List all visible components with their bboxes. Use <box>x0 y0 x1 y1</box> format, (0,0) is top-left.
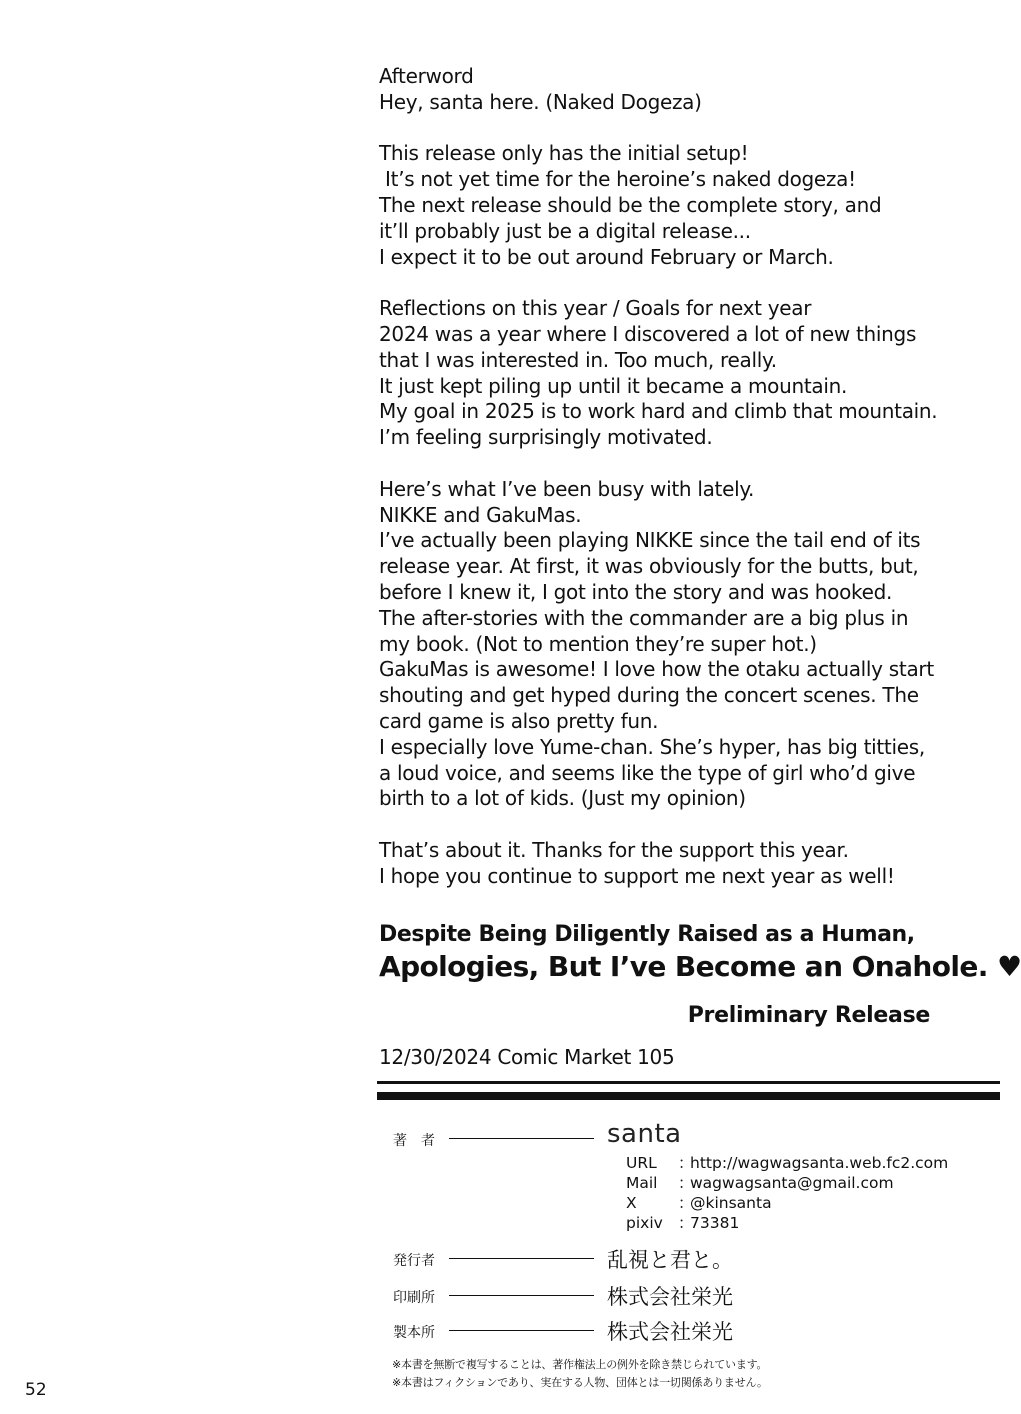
leader-line <box>449 1295 594 1296</box>
divider-thin <box>377 1081 1000 1084</box>
afterword-line: Reflections on this year / Goals for next year <box>379 296 812 321</box>
contact-key: URL <box>626 1154 657 1172</box>
afterword-line: card game is also pretty fun. <box>379 708 659 733</box>
afterword-line: I’m feeling surprisingly motivated. <box>379 425 713 450</box>
afterword-line: Afterword <box>379 64 474 88</box>
afterword-line: NIKKE and GakuMas. <box>379 502 582 527</box>
contact-row <box>626 1213 948 1233</box>
contact-row <box>626 1193 948 1213</box>
binder-label: 製本所 <box>393 1325 435 1341</box>
afterword-line: I hope you continue to support me next year as well! <box>379 863 895 888</box>
contact-key: pixiv <box>626 1214 663 1232</box>
copyright-notice: ※本書を無断で複写することは、著作権法上の例外を除き禁じられています。 <box>392 1358 768 1371</box>
blank-line <box>379 812 979 838</box>
blank-line <box>379 270 979 296</box>
publisher-name: 乱視と君と。 <box>607 1248 733 1272</box>
event-line: 12/30/2024 Comic Market 105 <box>379 1045 675 1069</box>
contact-value: http://wagwagsanta.web.fc2.com <box>690 1154 949 1172</box>
author-label: 著 者 <box>393 1133 435 1149</box>
afterword-text <box>379 64 979 890</box>
blank-line <box>379 116 979 142</box>
book-title-text: Apologies, But I’ve Become an Onahole. <box>379 950 988 983</box>
afterword-line: The after-stories with the commander are a big plus in <box>379 605 909 630</box>
afterword-line: birth to a lot of kids. (Just my opinion) <box>379 786 746 811</box>
contact-separator: ： <box>678 1174 694 1192</box>
contact-value: wagwagsanta@gmail.com <box>690 1174 894 1192</box>
afterword-line: GakuMas is awesome! I love how the otaku actually start <box>379 657 934 682</box>
publisher-label: 発行者 <box>393 1253 435 1269</box>
afterword-line: 2024 was a year where I discovered a lot of new things <box>379 321 917 346</box>
contact-value: @kinsanta <box>690 1194 772 1212</box>
afterword-line: Hey, santa here. (Naked Dogeza) <box>379 89 702 114</box>
afterword-line: that I was interested in. Too much, really. <box>379 347 777 372</box>
page-number: 52 <box>25 1380 47 1400</box>
afterword-line: I’ve actually been playing NIKKE since the tail end of its <box>379 528 921 553</box>
afterword-line: I expect it to be out around February or March. <box>379 244 834 269</box>
contact-row <box>626 1173 948 1193</box>
leader-line <box>449 1258 594 1259</box>
contact-separator: ： <box>678 1214 694 1232</box>
afterword-line: shouting and get hyped during the concert scenes. The <box>379 683 919 708</box>
leader-line <box>449 1330 594 1331</box>
book-title-line2 <box>379 950 1021 983</box>
divider-thick <box>377 1092 1000 1100</box>
contact-value: 73381 <box>690 1214 740 1232</box>
book-subtitle: Preliminary Release <box>687 1003 930 1028</box>
afterword-line: The next release should be the complete story, and <box>379 192 882 217</box>
afterword-line: my book. (Not to mention they’re super hot.) <box>379 631 817 656</box>
afterword-line: I especially love Yume-chan. She’s hyper, has big titties, <box>379 734 925 759</box>
fiction-notice: ※本書はフィクションであり、実在する人物、団体とは一切関係ありません。 <box>392 1376 768 1389</box>
afterword-line: My goal in 2025 is to work hard and climb that mountain. <box>379 399 938 424</box>
contact-key: X <box>626 1194 637 1212</box>
contact-separator: ： <box>678 1154 694 1172</box>
contact-key: Mail <box>626 1174 658 1192</box>
afterword-line: Here’s what I’ve been busy with lately. <box>379 476 755 501</box>
afterword-line: That’s about it. Thanks for the support this year. <box>379 837 849 862</box>
binder-name: 株式会社栄光 <box>607 1320 733 1344</box>
blank-line <box>379 451 979 477</box>
printer-label: 印刷所 <box>393 1290 435 1306</box>
afterword-line: It just kept piling up until it became a mountain. <box>379 373 848 398</box>
contact-row <box>626 1153 948 1173</box>
book-title-line1: Despite Being Diligently Raised as a Human, <box>379 922 915 947</box>
leader-line <box>449 1138 594 1139</box>
author-name: santa <box>607 1119 682 1149</box>
heart-icon: ♥ <box>996 950 1021 983</box>
author-contacts <box>626 1153 948 1233</box>
afterword-line: before I knew it, I got into the story and was hooked. <box>379 579 893 604</box>
printer-name: 株式会社栄光 <box>607 1285 733 1309</box>
afterword-line: release year. At first, it was obviously for the butts, but, <box>379 554 919 579</box>
afterword-line: a loud voice, and seems like the type of girl who’d give <box>379 760 916 785</box>
afterword-line: It’s not yet time for the heroine’s naked dogeza! <box>379 167 856 192</box>
afterword-line: it’ll probably just be a digital release... <box>379 218 751 243</box>
contact-separator: ： <box>678 1194 694 1212</box>
afterword-line: This release only has the initial setup! <box>379 141 749 166</box>
